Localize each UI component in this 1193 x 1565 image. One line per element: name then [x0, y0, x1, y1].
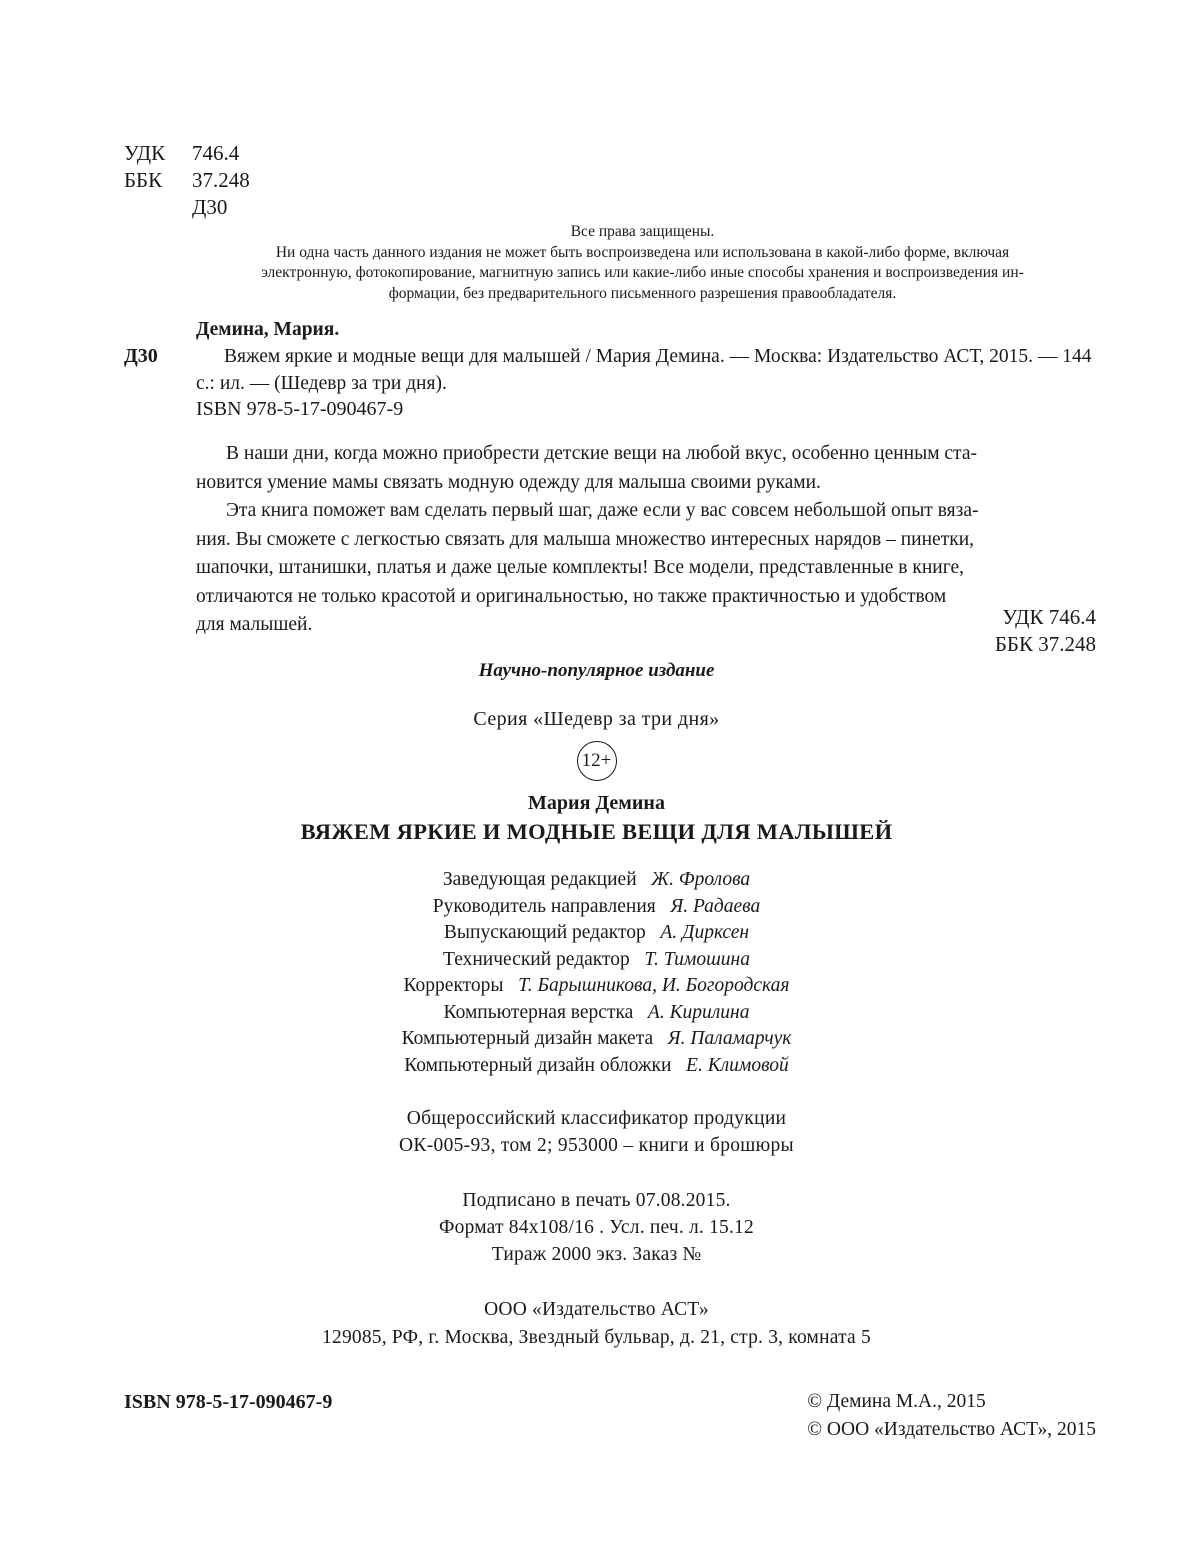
classification-repeat	[995, 604, 1096, 658]
rights-line-2: Ни одна часть данного издания не может быть воспроизведена или использована в какой-либо форме, включая	[275, 243, 1010, 261]
credit-row	[0, 894, 1193, 921]
credit-person: Е. Климовой	[686, 1054, 789, 1076]
rights-line-3: электронную, фотокопирование, магнитную запись или какие-либо иные способы хранения и воспроизведения ин-	[261, 264, 1024, 281]
credit-role: Компьютерная верстка	[443, 1001, 634, 1023]
credit-person: Ж. Фролова	[651, 869, 751, 890]
page-footer	[124, 1388, 1096, 1444]
classification-row-udk	[124, 140, 250, 167]
credit-person: Т. Барышникова, И. Богородская	[518, 975, 790, 996]
credit-role: Выпускающий редактор	[443, 922, 646, 943]
print-signed-date: Подписано в печать 07.08.2015.	[462, 1190, 731, 1211]
credit-role: Корректоры	[403, 975, 504, 996]
isbn-line: ISBN 978-5-17-090467-9	[196, 398, 404, 420]
annotation-p2-line-4: отличаются не только красотой и оригинальностью, но также практичностью и удобством	[196, 585, 947, 607]
publication-kind: Научно-популярное издание	[478, 660, 715, 681]
annotation-p2-line-3: шапочки, штанишки, платья и даже целые комплекты! Все модели, представленные в книге,	[196, 557, 964, 578]
author-code-label	[124, 194, 192, 221]
biblio-author-heading: Демина, Мария.	[196, 319, 340, 340]
publisher-name: ООО «Издательство АСТ»	[484, 1299, 709, 1320]
credit-row	[0, 867, 1193, 894]
copyright-publisher: © ООО «Издательство АСТ», 2015	[807, 1419, 1096, 1440]
classification-row-author-code	[124, 194, 250, 221]
print-run: Тираж 2000 экз. Заказ №	[491, 1244, 702, 1265]
copyright-author: © Демина М.А., 2015	[807, 1391, 986, 1412]
bbk-label: ББК	[124, 168, 163, 192]
imprint-title: ВЯЖЕМ ЯРКИЕ И МОДНЫЕ ВЕЩИ ДЛЯ МАЛЫШЕЙ	[300, 819, 893, 844]
age-rating-badge: 12+	[577, 741, 617, 781]
credit-role: Руководитель направления	[432, 895, 656, 917]
bbk-repeat-value: ББК 37.248	[994, 632, 1096, 656]
series-name: Серия «Шедевр за три дня»	[473, 708, 720, 730]
classification-row-bbk	[124, 167, 250, 194]
annotation-p1-line-1-text: В наши дни, когда можно приобрести детские вещи на любой вкус, особенно ценным ста-	[226, 443, 977, 464]
bbk-value: 37.248	[192, 168, 250, 192]
credit-row	[0, 1026, 1193, 1053]
credit-role: Компьютерный дизайн макета	[401, 1028, 654, 1049]
annotation-paragraph-2	[196, 497, 1096, 640]
credit-person: А. Кирилина	[647, 1001, 750, 1023]
udk-label: УДК	[124, 141, 166, 165]
classification-block	[124, 140, 250, 221]
credit-row	[0, 973, 1193, 1000]
biblio-description: Вяжем яркие и модные вещи для малышей / Мария Демина. — Москва: Издательство АСТ, 2015. — 144 с.: ил. — (Шедевр за три дня).	[196, 346, 1092, 394]
credit-role: Заведующая редакцией	[442, 869, 637, 890]
rights-line-1: Все права защищены.	[570, 223, 715, 240]
credit-role: Технический редактор	[443, 948, 630, 970]
product-classifier	[0, 1105, 1193, 1159]
credit-person: Я. Радаева	[670, 895, 761, 917]
annotation-p2-line-1-text: Эта книга поможет вам сделать первый шаг, даже если у вас совсем небольшой опыт вяза-	[226, 500, 979, 521]
udk-repeat-value: УДК 746.4	[1002, 605, 1096, 629]
udk-value: 746.4	[192, 141, 240, 165]
credit-role: Компьютерный дизайн обложки	[404, 1054, 672, 1076]
credit-person: А. Дирксен	[660, 922, 750, 943]
credit-row	[0, 920, 1193, 947]
credit-person: Я. Паламарчук	[667, 1028, 792, 1049]
credit-row	[0, 947, 1193, 974]
footer-isbn: ISBN 978-5-17-090467-9	[124, 1391, 333, 1413]
credit-row	[0, 1053, 1193, 1080]
footer-copyright	[807, 1388, 1096, 1444]
classifier-line-2: ОК-005-93, том 2; 953000 – книги и брошюры	[399, 1135, 794, 1156]
credit-person: Т. Тимошина	[644, 948, 750, 970]
imprint-author: Мария Демина	[528, 792, 665, 814]
author-code-value: Д30	[192, 195, 228, 219]
annotation-text	[196, 440, 1096, 640]
annotation-p1-line-1	[196, 440, 1096, 469]
annotation-p1-line-2: новится умение мамы связать модную одежду для малыша своими руками.	[196, 471, 821, 493]
publisher-info	[0, 1296, 1193, 1352]
credits-list	[0, 867, 1193, 1079]
biblio-body	[124, 343, 1099, 397]
biblio-author-code: Д30	[124, 345, 158, 367]
rights-notice	[190, 222, 1095, 304]
annotation-paragraph-1	[196, 440, 1096, 497]
annotation-p2-line-1	[196, 497, 1096, 526]
annotation-p2-line-2: ния. Вы сможете с легкостью связать для малыша множество интересных нарядов – пинетки,	[196, 528, 975, 550]
annotation-p2-line-5: для малышей.	[196, 614, 313, 635]
print-info	[0, 1187, 1193, 1268]
credit-row	[0, 1000, 1193, 1027]
publisher-address: 129085, РФ, г. Москва, Звездный бульвар, д. 21, стр. 3, комната 5	[322, 1327, 871, 1348]
rights-line-4: формации, без предварительного письменного разрешения правообладателя.	[388, 284, 897, 302]
imprint-block	[0, 660, 1193, 1352]
print-format: Формат 84х108/16 . Усл. печ. л. 15.12	[439, 1217, 754, 1238]
bibliographic-record	[124, 316, 1099, 397]
classifier-line-1: Общероссийский классификатор продукции	[406, 1108, 787, 1129]
